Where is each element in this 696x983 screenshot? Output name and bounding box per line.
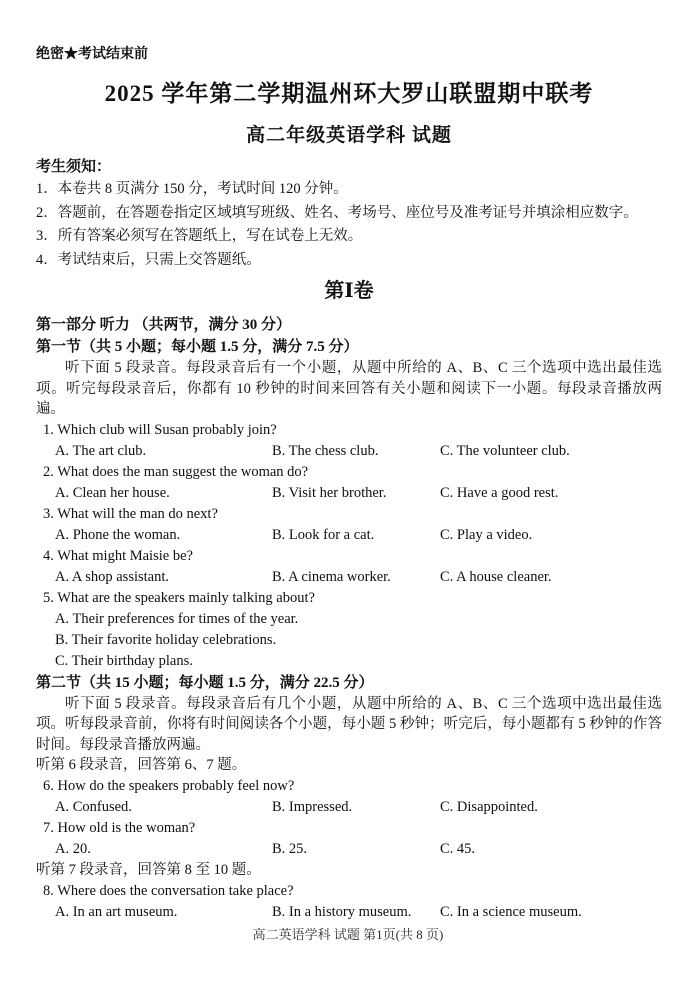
option-a: A. 20.: [55, 841, 91, 857]
volume-heading: 第Ⅰ卷: [324, 280, 374, 302]
question-2: [36, 462, 662, 504]
notice-heading: 考生须知：: [36, 159, 112, 175]
question-options: [36, 609, 662, 672]
section1-heading: 第一节（共 5 小题；每小题 1.5 分，满分 7.5 分）: [36, 339, 359, 355]
option-a: A. Phone the woman.: [55, 526, 181, 543]
option-c: C. In a science museum.: [440, 904, 582, 920]
question-options: [36, 483, 662, 504]
notice-item: 4．考试结束后，只需上交答题纸。: [36, 251, 261, 268]
option-c: C. A house cleaner.: [440, 568, 552, 585]
option-b: B. 25.: [272, 841, 308, 857]
option-a: A. In an art museum.: [55, 904, 178, 920]
notice-item: 2．答题前，在答题卷指定区域填写班级、姓名、考场号、座位号及准考证号并填涂相应数字。: [36, 204, 638, 221]
option-c: C. Have a good rest.: [440, 484, 559, 501]
option-b: B. The chess club.: [272, 442, 379, 459]
question-6: [36, 776, 662, 818]
question-options: [36, 525, 662, 546]
question-text: 6. How do the speakers probably feel now?: [43, 778, 295, 794]
question-text: 7. How old is the woman?: [43, 820, 196, 836]
listening-direction-6-7: 听第 6 段录音，回答第 6、7 题。: [36, 757, 247, 773]
option-b: B. Visit her brother.: [272, 484, 387, 501]
option-b: B. Impressed.: [272, 799, 353, 815]
exam-title: 2025 学年第二学期温州环大罗山联盟期中联考: [104, 81, 594, 106]
option-a: A. The art club.: [55, 442, 147, 459]
option-b: B. Their favorite holiday celebrations.: [55, 631, 277, 648]
option-c: C. Their birthday plans.: [55, 652, 193, 669]
question-7: [36, 818, 662, 860]
listening-direction-8-10: 听第 7 段录音，回答第 8 至 10 题。: [36, 862, 261, 878]
question-options: [36, 902, 662, 923]
question-text: 3. What will the man do next?: [43, 505, 218, 522]
question-1: [36, 420, 662, 462]
option-a: A. Confused.: [55, 799, 132, 815]
option-a: A. A shop assistant.: [55, 568, 169, 585]
question-options: [36, 839, 662, 860]
question-8: [36, 881, 662, 923]
section2-intro: 听下面 5 段录音。每段录音后有几个小题，从题中所给的 A、B、C 三个选项中选出最佳选项。听每段录音前，你将有时间阅读各个小题，每小题 5 秒钟；听完后，每小题都有 5 秒钟的作答时间。每段录音播放两遍。: [36, 695, 662, 753]
question-options: [36, 797, 662, 818]
section2-heading: 第二节（共 15 小题；每小题 1.5 分，满分 22.5 分）: [36, 674, 374, 691]
option-b: B. In a history museum.: [272, 904, 412, 920]
question-5: [36, 588, 662, 672]
question-text: 1. Which club will Susan probably join?: [43, 421, 277, 438]
section1-intro: 听下面 5 段录音。每段录音后有一个小题，从题中所给的 A、B、C 三个选项中选出最佳选项。听完每段录音后，你都有 10 秒钟的时间来回答有关小题和阅读下一小题。每段录音播放两遍。: [36, 360, 662, 417]
question-options: [36, 441, 662, 462]
question-text: 4. What might Maisie be?: [43, 547, 193, 564]
notice-item: 1．本卷共 8 页满分 150 分，考试时间 120 分钟。: [36, 181, 348, 197]
question-text: 8. Where does the conversation take place?: [43, 883, 294, 899]
part1-heading: 第一部分 听力 （共两节，满分 30 分）: [36, 317, 292, 333]
option-a: A. Their preferences for times of the year.: [55, 610, 299, 627]
option-c: C. Play a video.: [440, 526, 533, 543]
option-b: B. A cinema worker.: [272, 568, 391, 585]
option-c: C. Disappointed.: [440, 799, 538, 815]
option-c: C. The volunteer club.: [440, 442, 570, 459]
question-options: [36, 567, 662, 588]
question-3: [36, 504, 662, 546]
page-footer: 高二英语学科 试题 第1页(共 8 页): [252, 927, 444, 942]
question-4: [36, 546, 662, 588]
exam-subtitle: 高二年级英语学科 试题: [246, 125, 452, 146]
notice-item: 3．所有答案必须写在答题纸上，写在试卷上无效。: [36, 228, 363, 244]
question-text: 2. What does the man suggest the woman do?: [43, 463, 309, 480]
option-b: B. Look for a cat.: [272, 526, 375, 543]
option-c: C. 45.: [440, 841, 476, 857]
question-text: 5. What are the speakers mainly talking about?: [43, 589, 315, 606]
secrecy-notice: 绝密★考试结束前: [36, 47, 148, 62]
option-a: A. Clean her house.: [55, 484, 170, 501]
